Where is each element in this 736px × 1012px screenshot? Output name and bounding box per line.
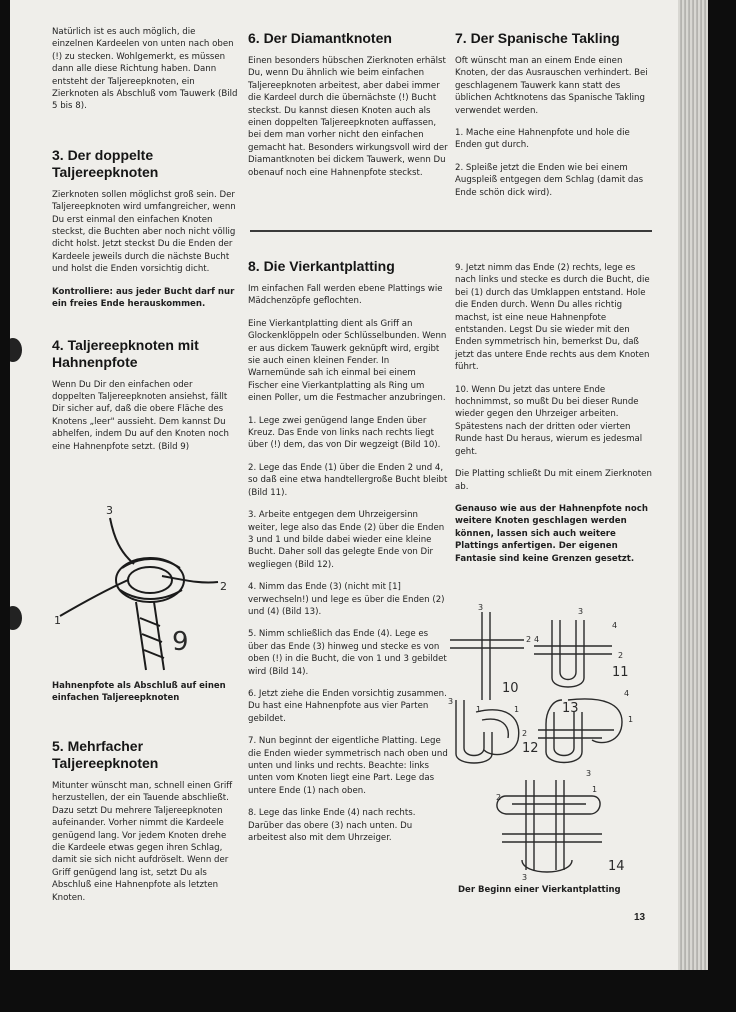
section-8-step4: 4. Nimm das Ende (3) (nicht mit [1] verwechseln!) und lege es über die Enden (2) und (4) (Bild 13). [248, 582, 445, 617]
fig13-label-4: 4 [624, 689, 630, 698]
column-right-bottom [455, 262, 655, 575]
section-7-p1: Oft wünscht man an einem Ende einen Knoten, der das Ausrauschen verhindert. Bei geschlagenem Tauwerk kann statt des üblichen Achtknotens das Spanische Takling verwendet werden. [455, 56, 648, 116]
fig11-label-2: 2 [618, 651, 624, 660]
section-7-p3: 2. Spleiße jetzt die Enden wie bei einem Augspleiß entgegen dem Schlag (damit das Ende schön dick wird). [455, 162, 644, 198]
figure-12-bights [456, 700, 519, 763]
section-8-step3: 3. Arbeite entgegen dem Uhrzeigersinn weiter, lege also das Ende (2) über die Enden 3 und 1 und bilde dabei wieder eine kleine Bucht. Daher soll das gelegte Ende von Dir wegliegen (Bild 12). [248, 510, 445, 570]
fig10-label-2: 2 [526, 635, 532, 644]
book-spine [678, 0, 708, 970]
figure-9-caption: Hahnenpfote als Abschluß auf einen einfachen Taljereepknoten [52, 681, 226, 703]
fig11-label-4: 4 [612, 621, 618, 630]
rope-end [136, 602, 164, 670]
figure-11-loop [534, 620, 612, 687]
fig14-label-2: 2 [496, 793, 502, 802]
book-page [10, 0, 708, 970]
section-8-outro: Genauso wie aus der Hahnenpfote noch weitere Knoten geschlagen werden können, lassen sich auch weitere Plattings anfertigen. Der eigenen Fantasie sind keine Grenzen gesetzt. [455, 503, 648, 564]
figure-9-hahnenpfote [50, 498, 240, 676]
binding-hole [10, 606, 22, 630]
section-3-title: 3. Der doppelte Taljereepknoten [52, 146, 159, 180]
column-middle-bottom [248, 258, 448, 854]
fig11-number: 11 [612, 665, 629, 680]
section-6-title: 6. Der Diamantknoten [248, 30, 392, 46]
fig9-label-3: 3 [106, 504, 113, 517]
fig11-label-3: 3 [578, 607, 584, 616]
fig13-label-1: 1 [628, 715, 634, 724]
fig10-label-1: 1 [476, 705, 482, 714]
fig12-number: 12 [522, 741, 539, 756]
fig13-label-3: 3 [586, 769, 592, 778]
section-8-step2: 2. Lege das Ende (1) über die Enden 2 und 4, so daß eine etwa handtellergroße Bucht bleibt (Bild 11). [248, 462, 448, 498]
section-7-p2: 1. Mache eine Hahnenpfote und hole die Enden gut durch. [455, 128, 630, 151]
section-8-p1: Im einfachen Fall werden ebene Plattings wie Mädchenzöpfe geflochten. [248, 284, 443, 307]
section-7-title: 7. Der Spanische Takling [455, 30, 620, 46]
fig9-label-2: 2 [220, 580, 227, 593]
section-3-text: Zierknoten sollen möglichst groß sein. Der Taljereepknoten wird umfangreicher, wenn Du erst einmal den einfachen Knoten steckst, die Buchten aber noch nicht völlig dicht holst. Jetzt steckst Du die Enden der Kardeele jeweils durch die nächste Bucht und holst die Enden vorsichtig dicht. [52, 189, 236, 275]
figures-10-to-14 [442, 600, 652, 882]
fig12-label-2: 2 [522, 729, 528, 738]
page-number: 13 [634, 912, 646, 923]
section-8-step7: 7. Nun beginnt der eigentliche Platting. Lege die Enden wieder symmetrisch nach oben und unten und links und rechts. Beachte: links unten vom Knoten liegt eine Part. Lege das untere Ende (1) nach oben. [248, 736, 448, 796]
section-8-step9: 9. Jetzt nimm das Ende (2) rechts, lege es nach links und stecke es durch die Bucht, die bei (1) durch das Umklappen entstand. Hole die Enden durch. Wenn Du alles richtig machst, ist eine neue Hahnenpfote entstanden. Legst Du sie wieder mit den Enden symmetrisch hin, bemerkst Du, daß jetzt das untere Ende rechts aus dem Knoten führt. [455, 263, 650, 373]
section-divider [250, 230, 652, 232]
fig14-label-3: 3 [522, 873, 528, 882]
column-middle-top [248, 30, 448, 189]
section-3-note: Kontrolliere: aus jeder Bucht darf nur ein freies Ende herauskommen. [52, 286, 235, 310]
section-4-text: Wenn Du Dir den einfachen oder doppelten Taljereepknoten ansiehst, fällt Dir sicher auf, daß die obere Fläche des Knotens „leer" aussieht. Dem kannst Du abhelfen, indem Du auf den Knoten noch eine Hahnenpfote setzt. (Bild 9) [52, 379, 229, 452]
figure-14-platting [497, 780, 602, 872]
section-8-title: 8. Die Vierkantplatting [248, 258, 395, 274]
fig13-number: 13 [562, 701, 579, 716]
fig12-label-1: 1 [514, 705, 520, 714]
fig10-label-4: 4 [534, 635, 540, 644]
section-4-title: 4. Taljereepknoten mit Hahnenpfote [52, 336, 199, 370]
knot-inner [128, 567, 172, 593]
binding-hole [10, 338, 22, 362]
section-8-step1: 1. Lege zwei genügend lange Enden über Kreuz. Das Ende von links nach rechts liegt über (!) dem, das von Dir wegzeigt (Bild 10). [248, 415, 441, 451]
fig9-number: 9 [172, 627, 189, 657]
column-left [52, 26, 238, 463]
fig14-label-1: 1 [592, 785, 598, 794]
section-5-title: 5. Mehrfacher Taljereepknoten [52, 738, 159, 771]
section-8-closing: Die Platting schließt Du mit einem Zierknoten ab. [455, 469, 652, 492]
section-8-step5: 5. Nimm schließlich das Ende (4). Lege es über das Ende (3) hinweg und stecke es von oben (!) in die Bucht, die von 1 und 3 gebildet wird (Bild 14). [248, 629, 447, 677]
strand-3 [110, 518, 134, 564]
fig14-number: 14 [608, 859, 625, 874]
fig12-label-3: 3 [448, 697, 454, 706]
section-8-step6: 6. Jetzt ziehe die Enden vorsichtig zusammen. Du hast eine Hahnenpfote aus vier Parten gebildet. [248, 688, 447, 724]
fig10-number: 10 [502, 681, 519, 696]
figure-13-bights [538, 699, 622, 763]
intro-paragraph: Natürlich ist es auch möglich, die einzelnen Kardeelen von unten nach oben (!) zu stecken. Wohlgemerkt, es müssen dann alle diese Richtung haben. Dann entsteht der Taljereepknoten, ein Zierknoten als Abschluß vom Tauwerk (Bild 5 bis 8). [52, 27, 238, 112]
section-5-text: Mitunter wünscht man, schnell einen Griff herzustellen, der ein Tauende abschließt. Dazu setzt Du mehrere Taljereepknoten aufeinander. Vorher nimmt die Kardeele genügend lang. Vor jedem Knoten drehe die Kardeele etwas gegen ihren Schlag, damit sie sich nicht aufdröselt. Wenn der Griff genügend lang ist, setzt Du als Abschluß eine Hahnenpfote als letzten Knoten. [52, 781, 233, 903]
section-8-step10: 10. Wenn Du jetzt das untere Ende hochnimmst, so mußt Du bei dieser Runde wieder gegen den Uhrzeiger arbeiten. Spätestens nach der dritten oder vierten Runde hast Du heraus, wierum es jedesmal geht. [455, 384, 643, 457]
column-right-top [455, 30, 655, 209]
figure-caption-vierkantplatting: Der Beginn einer Vierkantplatting [458, 885, 621, 895]
section-8-p2: Eine Vierkantplatting dient als Griff an Glockenklöppeln oder Schlüsselbunden. Wenn er aus dickem Tauwerk geknüpft wird, ergibt sie auch einen kleinen Fender. In Warnemünde sah ich einmal bei einem Fischer eine Vierkantplatting als Ring um einen Poller, um die Festmacher anzubringen. [248, 318, 447, 404]
fig9-label-1: 1 [54, 614, 61, 627]
section-8-step8: 8. Lege das linke Ende (4) nach rechts. Darüber das obere (3) nach unten. Du arbeitest also mit dem Uhrzeiger. [248, 808, 416, 844]
fig10-label-3: 3 [478, 603, 484, 612]
column-left-bottom [52, 738, 238, 914]
section-6-text: Einen besonders hübschen Zierknoten erhälst Du, wenn Du ähnlich wie beim einfachen Taljereepknoten arbeitest, aber dabei immer die Kardeel durch die übernächste (!) Bucht steckst. Du kannst diesen Knoten auch als einen doppelten Taljereepknoten auffassen, bei dem man vorher nicht den einfachen gemacht hat. Besonders wirkungsvoll wird der Diamantknoten bei dickem Tauwerk, wenn Du obenauf noch eine Hahnenpfote steckst. [248, 56, 448, 178]
